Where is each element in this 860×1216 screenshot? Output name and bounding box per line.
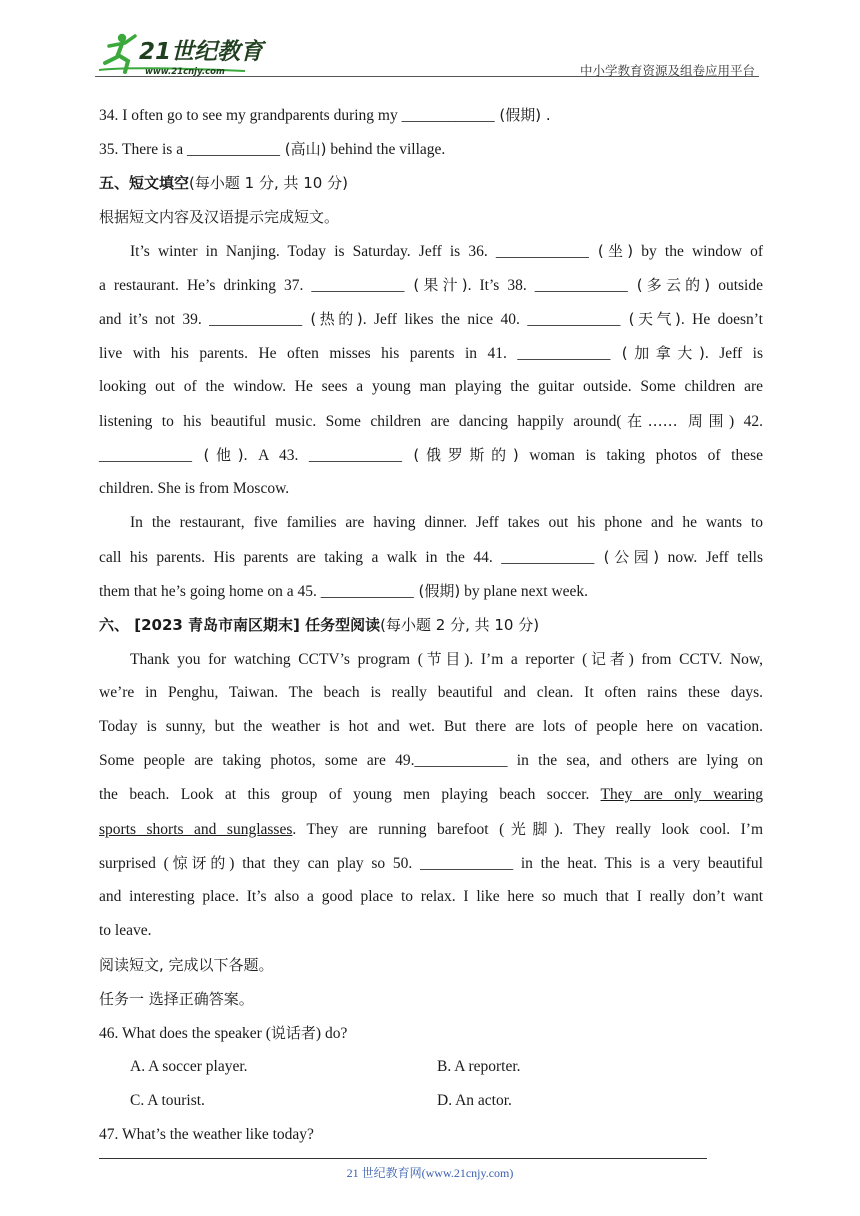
section-6-heading: 六、 [2023 青岛市南区期末] 任务型阅读(每小题 2 分, 共 10 分) bbox=[99, 616, 540, 634]
page-content bbox=[99, 98, 763, 1152]
option-b: B. A reporter. bbox=[437, 1058, 521, 1075]
passage-6-line: the beach. Look at this group of young men playing beach soccer. They are only wearing bbox=[99, 786, 763, 803]
option-d: D. An actor. bbox=[437, 1092, 512, 1109]
passage-6-line: sports shorts and sunglasses. They are running barefoot (光脚). They really look cool. I’m bbox=[99, 820, 764, 838]
passage-6-line: we’re in Penghu, Taiwan. The beach is really beautiful and clean. It often rains these days. bbox=[99, 684, 763, 701]
blank-34: ____________ bbox=[401, 107, 495, 124]
question-35: 35. There is a ____________ (高山) behind the village. bbox=[99, 140, 446, 158]
passage-5-line: listening to his beautiful music. Some children are dancing happily around(在…… 周围) 42. bbox=[99, 412, 763, 430]
section-5-heading: 五、短文填空(每小题 1 分, 共 10 分) bbox=[99, 174, 348, 192]
passage-6-line: to leave. bbox=[99, 922, 152, 939]
passage-5-line: In the restaurant, five families are having dinner. Jeff takes out his phone and he wants to bbox=[130, 514, 763, 531]
header-tagline: 中小学教育资源及组卷应用平台 bbox=[579, 63, 755, 78]
page-header bbox=[95, 30, 759, 78]
underlined-sentence: sports shorts and sunglasses bbox=[99, 821, 293, 838]
question-46: 46. What does the speaker (说话者) do? bbox=[99, 1024, 348, 1042]
passage-6-line: and interesting place. It’s also a good place to relax. I like here so much that I really don’t want bbox=[99, 888, 763, 905]
passage-5-line: a restaurant. He’s drinking 37. ____________ (果汁). It’s 38. ____________ (多云的) outside bbox=[99, 276, 763, 294]
passage-6-line: surprised (惊讶的) that they can play so 50. ____________ in the heat. This is a very beautiful bbox=[99, 854, 763, 872]
passage-5-line: It’s winter in Nanjing. Today is Saturday. Jeff is 36. ____________ (坐) by the window of bbox=[130, 242, 763, 260]
question-47: 47. What’s the weather like today? bbox=[99, 1126, 314, 1143]
option-c: C. A tourist. bbox=[130, 1092, 205, 1109]
reading-instruction: 阅读短文, 完成以下各题。 bbox=[99, 956, 274, 974]
passage-5-line: live with his parents. He often misses his parents in 41. ____________ (加拿大). Jeff is bbox=[99, 344, 764, 362]
question-46-options-row bbox=[99, 1050, 763, 1084]
passage-5-line: ____________ (他). A 43. ____________ (俄罗斯的) woman is taking photos of these bbox=[99, 446, 763, 464]
footer-divider bbox=[99, 1158, 707, 1159]
passage-6-line: Some people are taking photos, some are 49.____________ in the sea, and others are lying on bbox=[99, 752, 764, 769]
passage-5-line: and it’s not 39. ____________ (热的). Jeff likes the nice 40. ____________ (天气). He doesn’t bbox=[99, 310, 763, 328]
option-a: A. A soccer player. bbox=[130, 1058, 248, 1075]
section-5-instruction: 根据短文内容及汉语提示完成短文。 bbox=[99, 208, 340, 226]
logo-21cnjy bbox=[95, 30, 295, 76]
underlined-sentence: They are only wearing bbox=[600, 786, 763, 803]
passage-6-line: Thank you for watching CCTV’s program (节目). I’m a reporter (记者) from CCTV. Now, bbox=[130, 650, 763, 668]
blank-35: ____________ bbox=[186, 141, 280, 158]
question-34: 34. I often go to see my grandparents during my ____________ (假期) . bbox=[99, 106, 551, 124]
passage-5-line: children. She is from Moscow. bbox=[99, 480, 290, 497]
task-1-heading: 任务一 选择正确答案。 bbox=[99, 990, 254, 1008]
passage-5 bbox=[99, 234, 763, 608]
question-46-options-row bbox=[99, 1084, 763, 1118]
passage-5-line: them that he’s going home on a 45. ____________ (假期) by plane next week. bbox=[99, 582, 589, 600]
header-divider bbox=[95, 76, 759, 77]
passage-5-line: looking out of the window. He sees a young man playing the guitar outside. Some children are bbox=[99, 378, 763, 395]
logo-url: www.21cnjy.com bbox=[145, 67, 225, 76]
passage-6-line: Today is sunny, but the weather is hot and wet. But there are lots of people here on vacation. bbox=[99, 718, 763, 735]
page-footer: 21 世纪教育网(www.21cnjy.com) bbox=[346, 1166, 514, 1180]
logo-text: 21世纪教育 bbox=[139, 39, 264, 65]
passage-6 bbox=[99, 642, 763, 948]
passage-5-line: call his parents. His parents are taking a walk in the 44. ____________ (公园) now. Jeff tells bbox=[99, 548, 763, 566]
